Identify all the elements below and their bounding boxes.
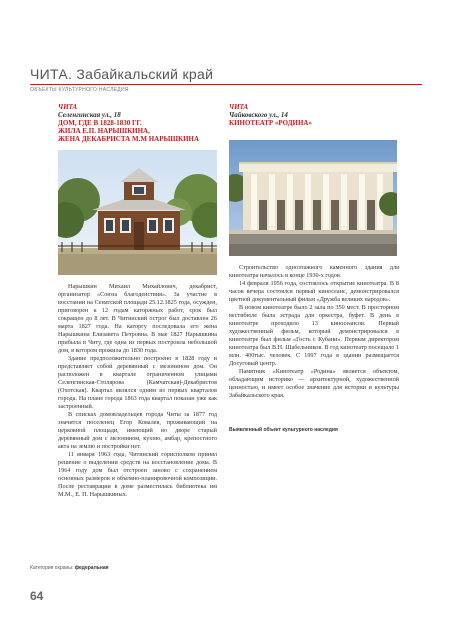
left-title-line: ДОМ, ГДЕ В 1828-1830 ГГ. [58, 119, 142, 127]
left-body-text [58, 283, 217, 499]
protection-category [30, 565, 109, 571]
section-subtitle: ОБЪЕКТЫ КУЛЬТУРНОГО НАСЛЕДИЯ [30, 87, 129, 93]
paragraph: 11 января 1963 года, Читинский горисполком принял решение о выделении средств на восстановление дома. В 1964 году дом был отстроен заново с сохранением основных размеров и объемно-планировочной композиции. После реставрации в доме разместилась библиотека им М.М., Е. П. Нарышкиных. [58, 451, 217, 498]
paragraph: 14 февраля 1956 года, состоялось открытие кинотеатра. В 8 часов вечера состоялся первый киносеанс, демонстрировался цветной документальный фильм «Дружба великих народов». [229, 280, 399, 303]
right-address: Чайковского ул., 14 [229, 111, 288, 119]
category-value: федеральная [74, 565, 109, 571]
left-heading [58, 103, 250, 143]
cinema-photo [229, 140, 397, 256]
left-title-line: ЖИЛА Е.П. НАРЫШКИНА, [58, 127, 150, 135]
paragraph: Нарышкин Михаил Михайлович, декабрист, организатор «Союза благоденствия». За участие в восстании на Сенатской площади 25.12.1825 года, осужден, приговорен к 12 годам каторжных работ, срок был сокращен до 8 лет. В Читинский острог был доставлен 26 марта 1827 года. На каторгу последовала его жена Нарышкина Елизавета Петровна. В мае 1827 Нарышкина прибыла в Читу, где одна из первых построила небольшой дом, в котором прожила до 1830 года. [58, 283, 217, 354]
paragraph: Строительство одноэтажного каменного здания для кинотеатра началось в конце 1930-х годов. [229, 264, 399, 279]
wooden-house-photo [58, 150, 217, 275]
paragraph: Здание предположительно построено в 1828 году и представляет собой деревянный с мезонином дом. Он расположен в квартале ограниченном улицами Селенгинская-Столярова (Камчатская)-Декабристов (Охотская). Квартал являлся одним из первых кварталов города. На плане города 1863 года квартал показан уже как застроенный. [58, 355, 217, 410]
right-title-line: КИНОТЕАТР «РОДИНА» [229, 119, 312, 127]
section-title: ЧИТА. Забайкальский край [30, 66, 214, 82]
left-title-line: ЖЕНА ДЕКАБРИСТА М.М НАРЫШКИНА [58, 135, 200, 143]
paragraph: Памятник «Кинотеатр «Родина» является объектом, обладающим историко — архитектурной, художественной ценностью, и имеет особое значение для истории и культуры Забайкальского края. [229, 368, 399, 399]
left-city: ЧИТА [58, 103, 78, 111]
left-address: Селенгинская ул., 18 [58, 111, 121, 119]
left-object-title [58, 119, 250, 143]
right-object-title [229, 119, 425, 127]
heritage-status-note: Выявленный объект культурного наследия [229, 427, 338, 433]
category-label: Категория охраны: [30, 565, 74, 571]
page-number: 64 [30, 589, 44, 603]
paragraph: В списках домовладельцев города Читы за 1877 год значится поселенец Егор Ковалев, проживающий на церковной площади, имеющий во дворе старый деревянный дом с мезонином, кухню, амбар, крепостного акта на землю и постройки нет. [58, 411, 217, 450]
header-divider [30, 84, 422, 85]
right-city: ЧИТА [229, 103, 249, 111]
paragraph: В новом кинотеатре было 2 зала по 350 мест. В просторном вестибюле была эстрада для оркестра, буфет. В день в кинотеатре проходило 13 киносеансов. Первый художественный фильм, который демонстрировался в кинотеатре был фильм «Гость с Кубани». Первым директором кинотеатра был В.Н. Шабельников. В год кинотеатр посещало 1 млн. 400тыс. человек. С 1997 года в здании размещается Досуговый центр. [229, 304, 399, 367]
right-heading [229, 103, 425, 127]
right-body-text [229, 264, 399, 400]
